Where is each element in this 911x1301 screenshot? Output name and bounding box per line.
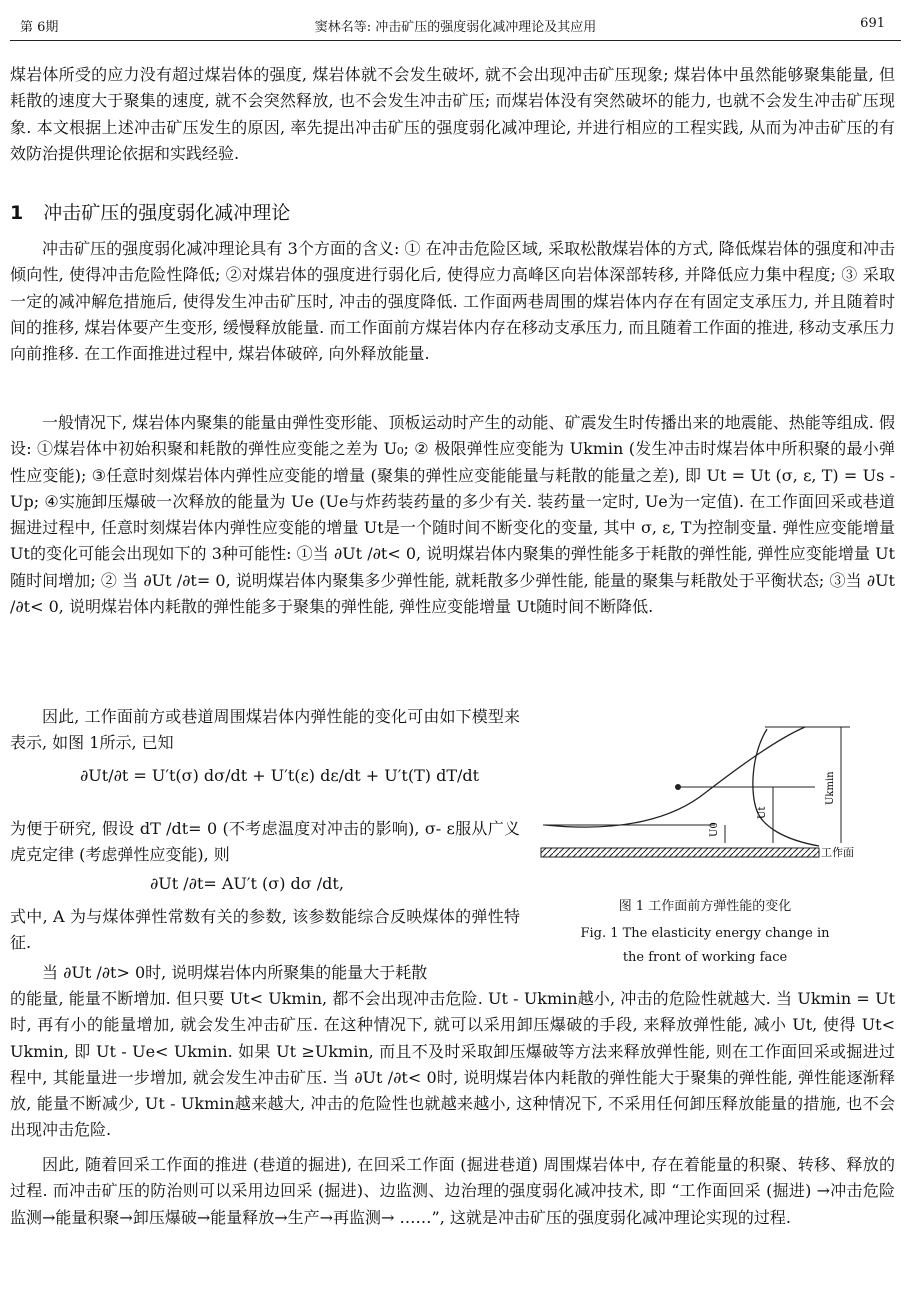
paragraph-7: 因此, 随着回采工作面的推进 (巷道的掘进), 在回采工作面 (掘进巷道) 周围煤岩体中, 存在着能量的积聚、转移、释放的过程. 而冲击矿压的防治则可以采用边回采 (掘进)、边监测、边治理的强度弱化减冲技术, 即 “工作面回采 (掘进) →冲击危险监测→能量积聚→卸压爆破→能量释放→生产→再监测→ ……”, 这就是冲击矿压的强度弱化减冲理论实现的过程.	[10, 1155, 895, 1227]
header-rule	[10, 40, 901, 41]
ground-hatch	[541, 848, 819, 857]
equation-2: ∂Ut /∂t= AU′t (σ) dσ /dt,	[150, 874, 344, 893]
figure-caption-en-1: Fig. 1 The elasticity energy change in	[580, 926, 830, 941]
page-number: 691	[860, 16, 885, 31]
label-ut: Ut	[757, 806, 768, 819]
paragraph-6b: 的能量, 能量不断增加. 但只要 Ut< Ukmin, 都不会出现冲击危险. Ut - Ukmin越小, 冲击的危险性就越大. 当 Ukmin = Ut时, 再有小的能量增加, 就会发生冲击矿压. 在这种情况下, 就可以采用卸压爆破的手段, 来释放弹性能, 减小 Ut, 使得 Ut< Ukmin, 即 Ut - Ue< Ukmin. 如果 Ut ≥Ukmin, 而且不及时采取卸压爆破等方法来释放弹性能, 则在工作面回采或掘进过程中, 其能量进一步增加, 就会发生冲击矿压. 当 ∂Ut /∂t< 0时, 说明煤岩体内耗散的弹性能大于聚集的弹性能, 弹性能逐渐释放, 能量不断减少, Ut - Ukmin越来越大, 冲击的危险性也就越来越小, 这种情况下, 不采用任何卸压释放能量的措施, 也不会出现冲击危险.	[10, 989, 895, 1140]
section-number: 1	[10, 202, 24, 224]
section-title: 冲击矿压的强度弱化减冲理论	[43, 202, 291, 224]
label-working-face: 工作面	[821, 846, 854, 859]
figure-caption-en-2: the front of working face	[622, 950, 788, 965]
figure-1-diagram	[535, 715, 865, 865]
intro-paragraph: 煤岩体所受的应力没有超过煤岩体的强度, 煤岩体就不会发生破坏, 就不会出现冲击矿压现象; 煤岩体中虽然能够聚集能量, 但耗散的速度大于聚集的速度, 就不会突然释放, 也不会发生冲击矿压; 而煤岩体没有突然破坏的能力, 也就不会发生冲击矿压现象. 本文根据上述冲击矿压发生的原因, 率先提出冲击矿压的强度弱化减冲理论, 并进行相应的工程实践, 从而为冲击矿压的有效防治提供理论依据和实践经验.	[10, 65, 895, 163]
running-header	[10, 14, 901, 36]
paragraph-2: 一般情况下, 煤岩体内聚集的能量由弹性变形能、顶板运动时产生的动能、矿震发生时传播出来的地震能、热能等组成. 假设: ①煤岩体中初始积聚和耗散的弹性应变能之差为 U₀; ② 极限弹性应变能为 Ukmin (发生冲击时煤岩体中所积聚的最小弹性应变能); ③任意时刻煤岩体内弹性应变能的增量 (聚集的弹性应变能能量与耗散的能量之差), 即 Ut = Ut (σ, ε, T) = Us - Up; ④实施卸压爆破一次释放的能量为 Ue (Ue与炸药装药量的多少有关. 装药量一定时, Ue为一定值). 在工作面回采或巷道掘进过程中, 任意时刻煤岩体内弹性应变能的增量 Ut是一个随时间不断变化的变量, 其中 σ, ε, T为控制变量. 弹性应变能增量 Ut的变化可能会出现如下的 3种可能性: ①当 ∂Ut /∂t< 0, 说明煤岩体内聚集的弹性能多于耗散的弹性能, 弹性应变能增量 Ut随时间增加; ② 当 ∂Ut /∂t= 0, 说明煤岩体内聚集多少弹性能, 就耗散多少弹性能, 能量的聚集与耗散处于平衡状态; ③当 ∂Ut /∂t< 0, 说明煤岩体内耗散的弹性能多于聚集的弹性能, 弹性应变能增量 Ut随时间不断降低.	[10, 413, 895, 617]
paragraph-3: 因此, 工作面前方或巷道周围煤岩体内弹性能的变化可由如下模型来表示, 如图 1所示, 已知	[10, 707, 520, 753]
energy-point	[675, 784, 681, 790]
label-ukmin: Ukmin	[825, 771, 836, 805]
label-u0: U0	[709, 822, 720, 837]
equation-1: ∂Ut/∂t = U′t(σ) dσ/dt + U′t(ε) dε/dt + U′t(T) dT/dt	[80, 766, 480, 785]
issue-number: 第 6期	[20, 20, 59, 35]
paragraph-1: 冲击矿压的强度弱化减冲理论具有 3个方面的含义: ① 在冲击危险区域, 采取松散煤岩体的方式, 降低煤岩体的强度和冲击倾向性, 使得冲击危险性降低; ②对煤岩体的强度进行弱化后, 使得应力高峰区向岩体深部转移, 并降低应力集中程度; ③ 采取一定的减冲解危措施后, 使得发生冲击矿压时, 冲击的强度降低. 工作面两巷周围的煤岩体内存在有固定支承压力, 并且随着时间的推移, 煤岩体要产生变形, 缓慢释放能量. 而工作面前方煤岩体内存在移动支承压力, 而且随着工作面的推进, 移动支承压力向前推移. 在工作面推进过程中, 煤岩体破碎, 向外释放能量.	[10, 239, 895, 364]
paragraph-4: 为便于研究, 假设 dT /dt= 0 (不考虑温度对冲击的影响), σ- ε服从广义虎克定律 (考虑弹性应变能), 则	[10, 819, 520, 865]
section-heading	[10, 198, 290, 225]
paragraph-5: 式中, A 为与煤体弹性常数有关的参数, 该参数能综合反映煤体的弹性特征.	[10, 907, 520, 953]
figure-caption-cn: 图 1 工作面前方弹性能的变化	[618, 899, 792, 914]
paragraph-6a: 当 ∂Ut /∂t> 0时, 说明煤岩体内所聚集的能量大于耗散	[42, 963, 428, 982]
running-title: 窦林名等: 冲击矿压的强度弱化减冲理论及其应用	[314, 20, 597, 35]
